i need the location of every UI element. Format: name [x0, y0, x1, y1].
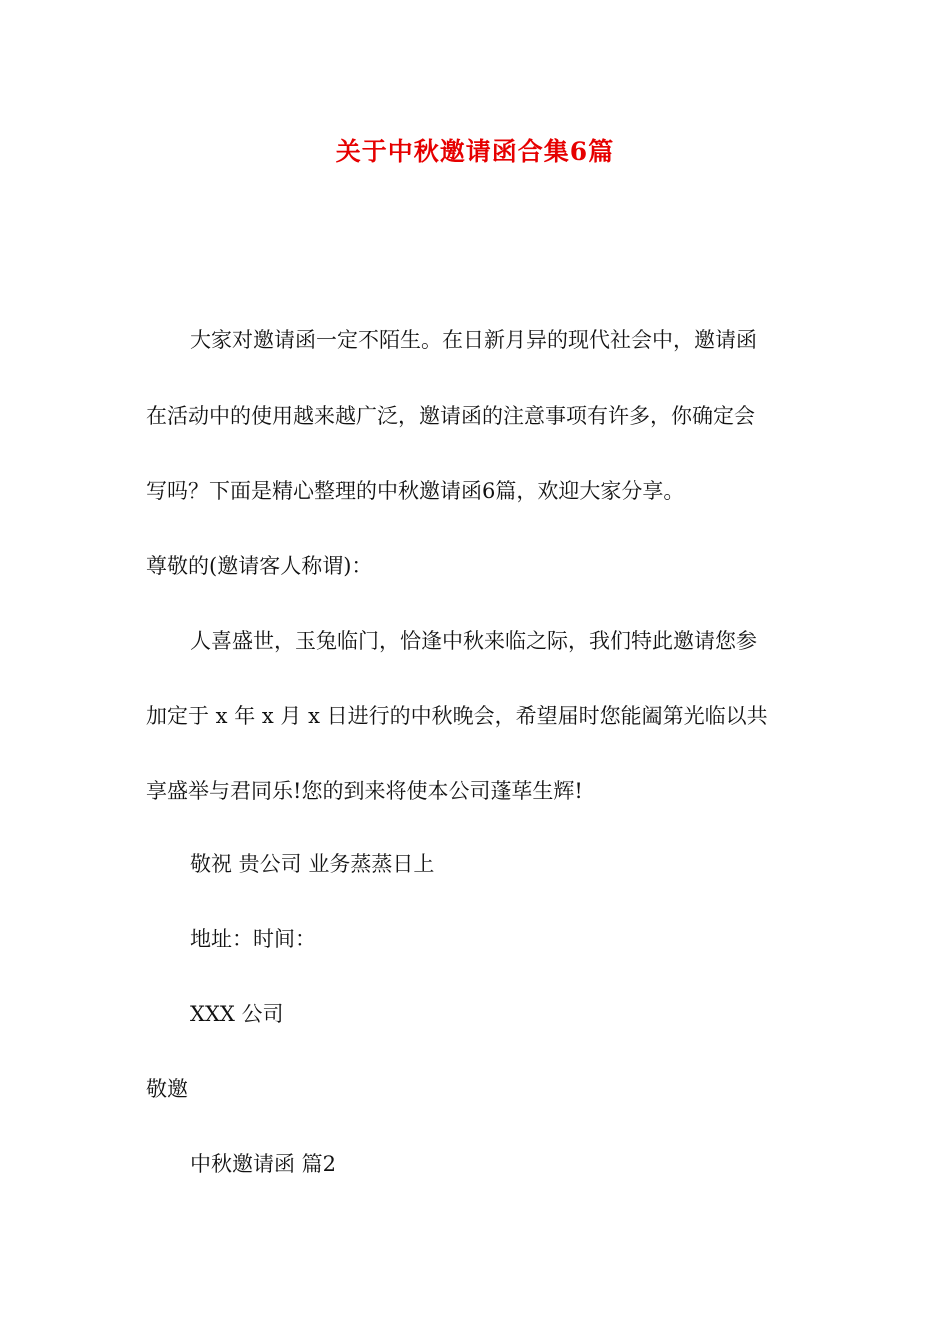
paragraph-line: 加定于 x 年 x 月 x 日进行的中秋晚会，希望届时您能阖第光临以共: [146, 704, 768, 728]
paragraph-line: 人喜盛世，玉兔临门，恰逢中秋来临之际，我们特此邀请您参: [190, 629, 757, 653]
paragraph-line: 大家对邀请函一定不陌生。在日新月异的现代社会中，邀请函: [190, 328, 757, 352]
paragraph-line: 写吗？下面是精心整理的中秋邀请函6篇，欢迎大家分享。: [146, 479, 685, 503]
company-line: XXX 公司: [190, 1002, 284, 1026]
wishes-line: 敬祝 贵公司 业务蒸蒸日上: [190, 852, 435, 876]
section-heading: 中秋邀请函 篇2: [190, 1152, 337, 1176]
paragraph-line: 在活动中的使用越来越广泛，邀请函的注意事项有许多，你确定会: [146, 404, 755, 428]
document-title: 关于中秋邀请函合集6篇: [335, 137, 615, 166]
paragraph-line: 享盛举与君同乐!您的到来将使本公司蓬荜生辉!: [146, 779, 583, 803]
closing-line: 敬邀: [146, 1077, 188, 1101]
salutation-line: 尊敬的(邀请客人称谓)：: [146, 554, 373, 578]
address-time-line: 地址：时间：: [190, 927, 316, 951]
